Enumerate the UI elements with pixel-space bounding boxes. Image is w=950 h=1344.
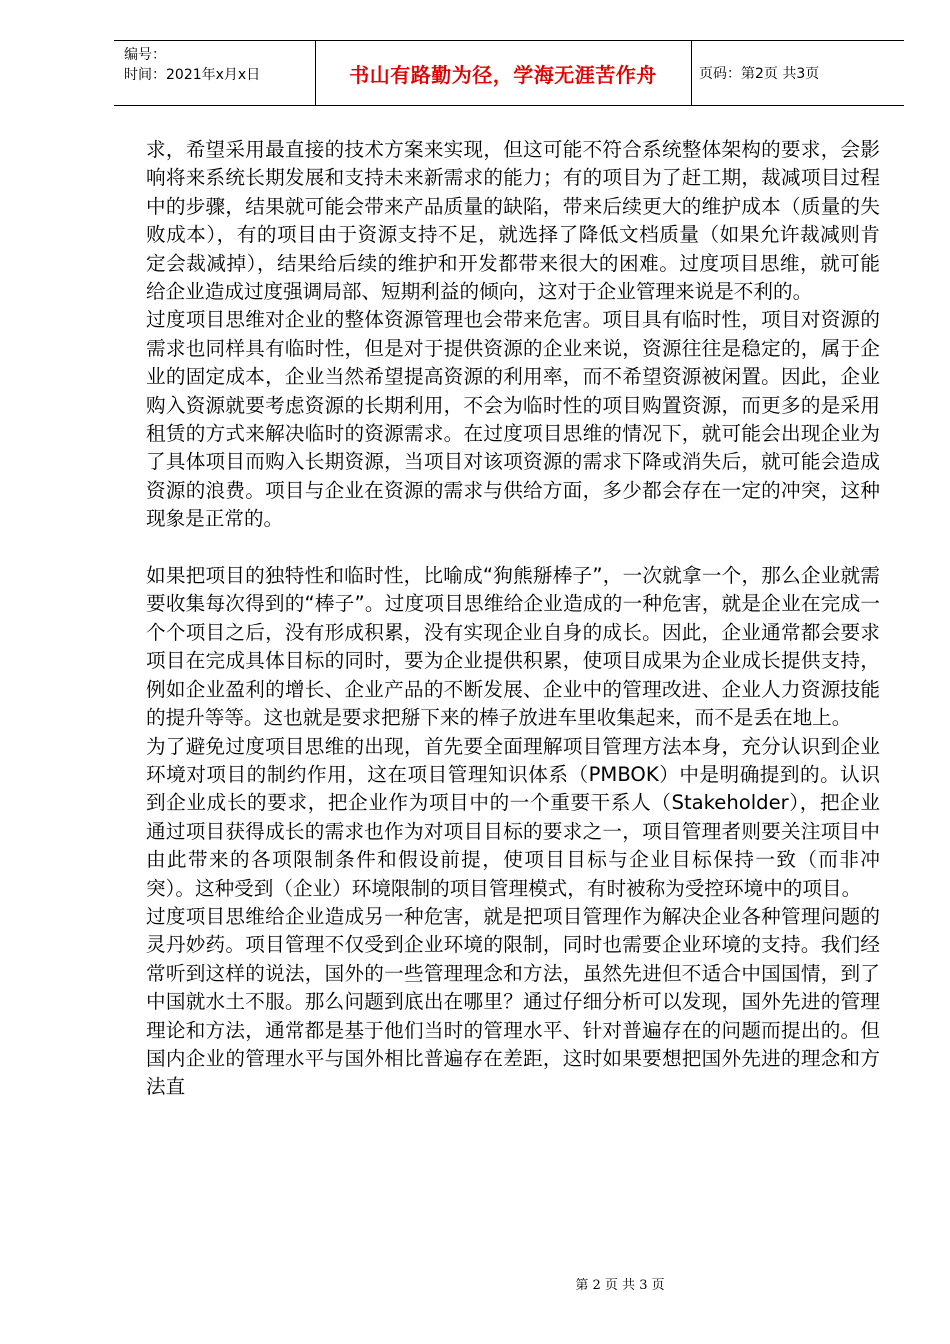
document-body	[146, 136, 880, 1102]
body-paragraph: 求，希望采用最直接的技术方案来实现，但这可能不符合系统整体架构的要求，会影响将来系统长期发展和支持未来新需求的能力；有的项目为了赶工期，裁减项目过程中的步骤，结果就可能会带来产品质量的缺陷，带来后续更大的维护成本（质量的失败成本），有的项目由于资源支持不足，就选择了降低文档质量（如果允许裁减则肯定会裁减掉），结果给后续的维护和开发都带来很大的困难。过度项目思维，就可能给企业造成过度强调局部、短期利益的倾向，这对于企业管理来说是不利的。	[146, 138, 880, 304]
body-paragraph: 过度项目思维给企业造成另一种危害，就是把项目管理作为解决企业各种管理问题的灵丹妙药。项目管理不仅受到企业环境的限制，同时也需要企业环境的支持。我们经常听到这样的说法，国外的一些管理理念和方法，虽然先进但不适合中国国情，到了中国就水土不服。那么问题到底出在哪里？通过仔细分析可以发现，国外先进的管理理论和方法，通常都是基于他们当时的管理水平、针对普遍存在的问题而提出的。但国内企业的管理水平与国外相比普遍存在差距，这时如果要想把国外先进的理念和方法直	[146, 904, 880, 1099]
body-paragraph: 过度项目思维对企业的整体资源管理也会带来危害。项目具有临时性，项目对资源的需求也同样具有临时性，但是对于提供资源的企业来说，资源往往是稳定的，属于企业的固定成本，企业当然希望提高资源的利用率，而不希望资源被闲置。因此，企业购入资源就要考虑资源的长期利用，不会为临时性的项目购置资源，而更多的是采用租赁的方式来解决临时的资源需求。在过度项目思维的情况下，就可能会出现企业为了具体项目而购入长期资源，当项目对该项资源的需求下降或消失后，就可能会造成资源的浪费。项目与企业在资源的需求与供给方面，多少都会存在一定的冲突，这种现象是正常的。	[146, 308, 880, 531]
header-time-label: 时间：2021年x月x日	[124, 67, 261, 83]
header-page-label: 页码：第2页 共3页	[699, 66, 820, 82]
paragraph-spacer	[146, 534, 880, 562]
header-number-label: 编号：	[124, 47, 166, 63]
page-header	[114, 40, 904, 106]
page-footer: 第 2 页 共 3 页	[575, 1278, 665, 1293]
header-motto: 书山有路勤为径，学海无涯苦作舟	[349, 62, 657, 87]
body-paragraph: 为了避免过度项目思维的出现，首先要全面理解项目管理方法本身，充分认识到企业环境对项目的制约作用，这在项目管理知识体系（PMBOK）中是明确提到的。认识到企业成长的要求，把企业作为项目中的一个重要干系人（Stakeholder），把企业通过项目获得成长的需求也作为对项目目标的要求之一，项目管理者则要关注项目中由此带来的各项限制条件和假设前提，使项目目标与企业目标保持一致（而非冲突）。这种受到（企业）环境限制的项目管理模式，有时被称为受控环境中的项目。	[146, 734, 880, 900]
body-paragraph: 如果把项目的独特性和临时性，比喻成“狗熊掰棒子”，一次就拿一个，那么企业就需要收集每次得到的“棒子”。过度项目思维给企业造成的一种危害，就是企业在完成一个个项目之后，没有形成积累，没有实现企业自身的成长。因此，企业通常都会要求项目在完成具体目标的同时，要为企业提供积累，使项目成果为企业成长提供支持，例如企业盈利的增长、企业产品的不断发展、企业中的管理改进、企业人力资源技能的提升等等。这也就是要求把掰下来的棒子放进车里收集起来，而不是丢在地上。	[146, 564, 880, 730]
header-divider	[691, 41, 692, 105]
header-meta	[124, 45, 314, 85]
